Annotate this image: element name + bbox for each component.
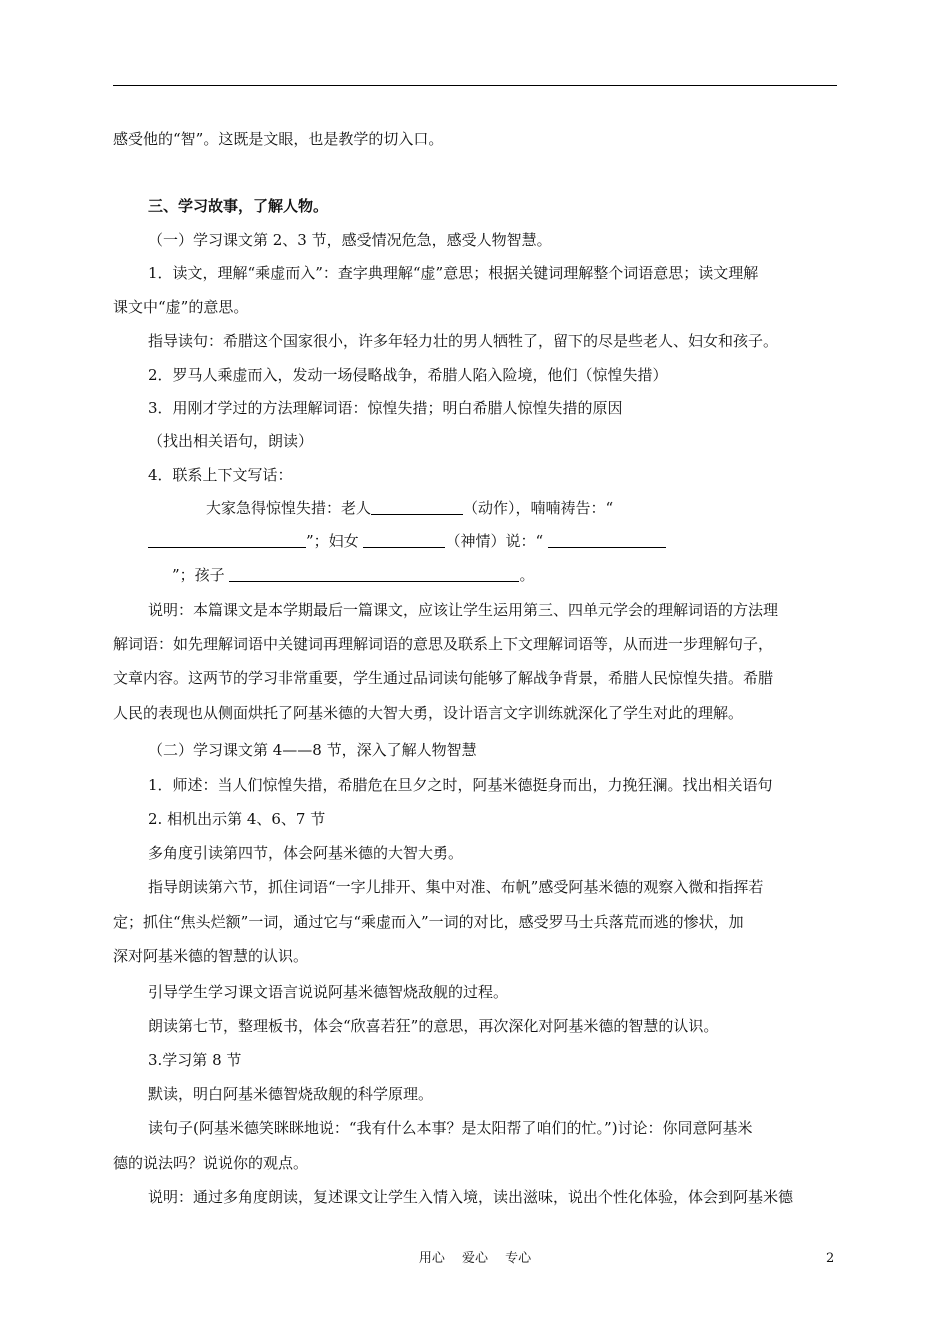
paragraph-line: 多角度引读第四节，体会阿基米德的大智大勇。: [148, 844, 464, 862]
answer-blank[interactable]: [363, 531, 445, 548]
subsection-heading: （一）学习课文第 2、3 节，感受情况危急，感受人物智慧。: [148, 231, 552, 249]
answer-blank[interactable]: [371, 498, 463, 515]
paragraph-line: 朗读第七节，整理板书，体会“欣喜若狂”的意思，再次深化对阿基米德的智慧的认识。: [148, 1017, 719, 1035]
paragraph-line: 德的说法吗？说说你的观点。: [113, 1154, 309, 1172]
page-number: 2: [826, 1251, 835, 1266]
paragraph-line: 3．用刚才学过的方法理解词语：惊惶失措；明白希腊人惊惶失措的原因: [148, 399, 623, 417]
fill-in-line-1: [206, 498, 613, 518]
section-heading: 三、学习故事，了解人物。: [148, 197, 329, 215]
header-rule: [113, 85, 837, 86]
paragraph-line: 2. 相机出示第 4、6、7 节: [148, 810, 326, 828]
note-line: 解词语：如先理解词语中关键词再理解词语的意思及联系上下文理解词语等，从而进一步理解句子，: [113, 635, 774, 653]
paragraph-line: （找出相关语句，朗读）: [148, 432, 314, 450]
fill-text: ”；孩子: [172, 566, 225, 584]
fill-in-line-3: [172, 565, 534, 585]
paragraph-line: 2．罗马人乘虚而入，发动一场侵略战争，希腊人陷入险境，他们（惊惶失措）: [148, 366, 668, 384]
answer-blank[interactable]: [548, 531, 666, 548]
footer-motto: 用心 爱心 专心: [418, 1251, 532, 1266]
answer-blank[interactable]: [229, 565, 519, 582]
note-line: 人民的表现也从侧面烘托了阿基米德的大智大勇，设计语言文字训练就深化了学生对此的理解。: [113, 704, 744, 722]
note-line: 文章内容。这两节的学习非常重要，学生通过品词读句能够了解战争背景，希腊人民惊惶失措。希腊: [113, 669, 774, 687]
subsection-heading: （二）学习课文第 4——8 节，深入了解人物智慧: [148, 741, 477, 759]
paragraph-line: 引导学生学习课文语言说说阿基米德智烧敌舰的过程。: [148, 983, 509, 1001]
fill-in-line-2: [148, 531, 666, 551]
paragraph-line: 定；抓住“焦头烂额”一词，通过它与“乘虚而入”一词的对比，感受罗马士兵落荒而逃的惨状，加: [113, 913, 744, 931]
fill-text: （动作），喃喃祷告：“: [463, 499, 614, 517]
fill-text: 大家急得惊惶失措：老人: [206, 499, 372, 517]
fill-text: 。: [519, 566, 535, 584]
fill-text: （神情）说：“: [445, 532, 544, 550]
answer-blank[interactable]: [148, 531, 306, 548]
paragraph-line: 读句子(阿基米德笑眯眯地说：“我有什么本事？是太阳帮了咱们的忙。”)讨论：你同意阿基米: [148, 1119, 753, 1137]
text-line: 感受他的“智”。这既是文眼，也是教学的切入口。: [113, 130, 444, 148]
paragraph-line: 1．师述：当人们惊惶失措，希腊危在旦夕之时，阿基米德挺身而出，力挽狂澜。找出相关语句: [148, 776, 773, 794]
paragraph-line: 默读，明白阿基米德智烧敌舰的科学原理。: [148, 1085, 434, 1103]
paragraph-line: 课文中“虚”的意思。: [113, 298, 249, 316]
paragraph-line: 指导朗读第六节，抓住词语“一字儿排开、集中对准、布帆”感受阿基米德的观察入微和指挥若: [148, 878, 764, 896]
paragraph-line: 1．读文，理解“乘虚而入”：查字典理解“虚”意思；根据关键词理解整个词语意思；读文理解: [148, 264, 759, 282]
paragraph-line: 深对阿基米德的智慧的认识。: [113, 947, 309, 965]
paragraph-line: 说明：通过多角度朗读，复述课文让学生入情入境，读出滋味，说出个性化体验，体会到阿基米德: [148, 1188, 794, 1206]
note-line: 说明：本篇课文是本学期最后一篇课文，应该让学生运用第三、四单元学会的理解词语的方法理: [148, 601, 779, 619]
fill-text: ”；妇女: [306, 532, 359, 550]
paragraph-line: 3.学习第 8 节: [148, 1051, 242, 1069]
paragraph-line: 4．联系上下文写话：: [148, 466, 293, 484]
paragraph-line: 指导读句：希腊这个国家很小，许多年轻力壮的男人牺牲了，留下的尽是些老人、妇女和孩子。: [148, 332, 779, 350]
